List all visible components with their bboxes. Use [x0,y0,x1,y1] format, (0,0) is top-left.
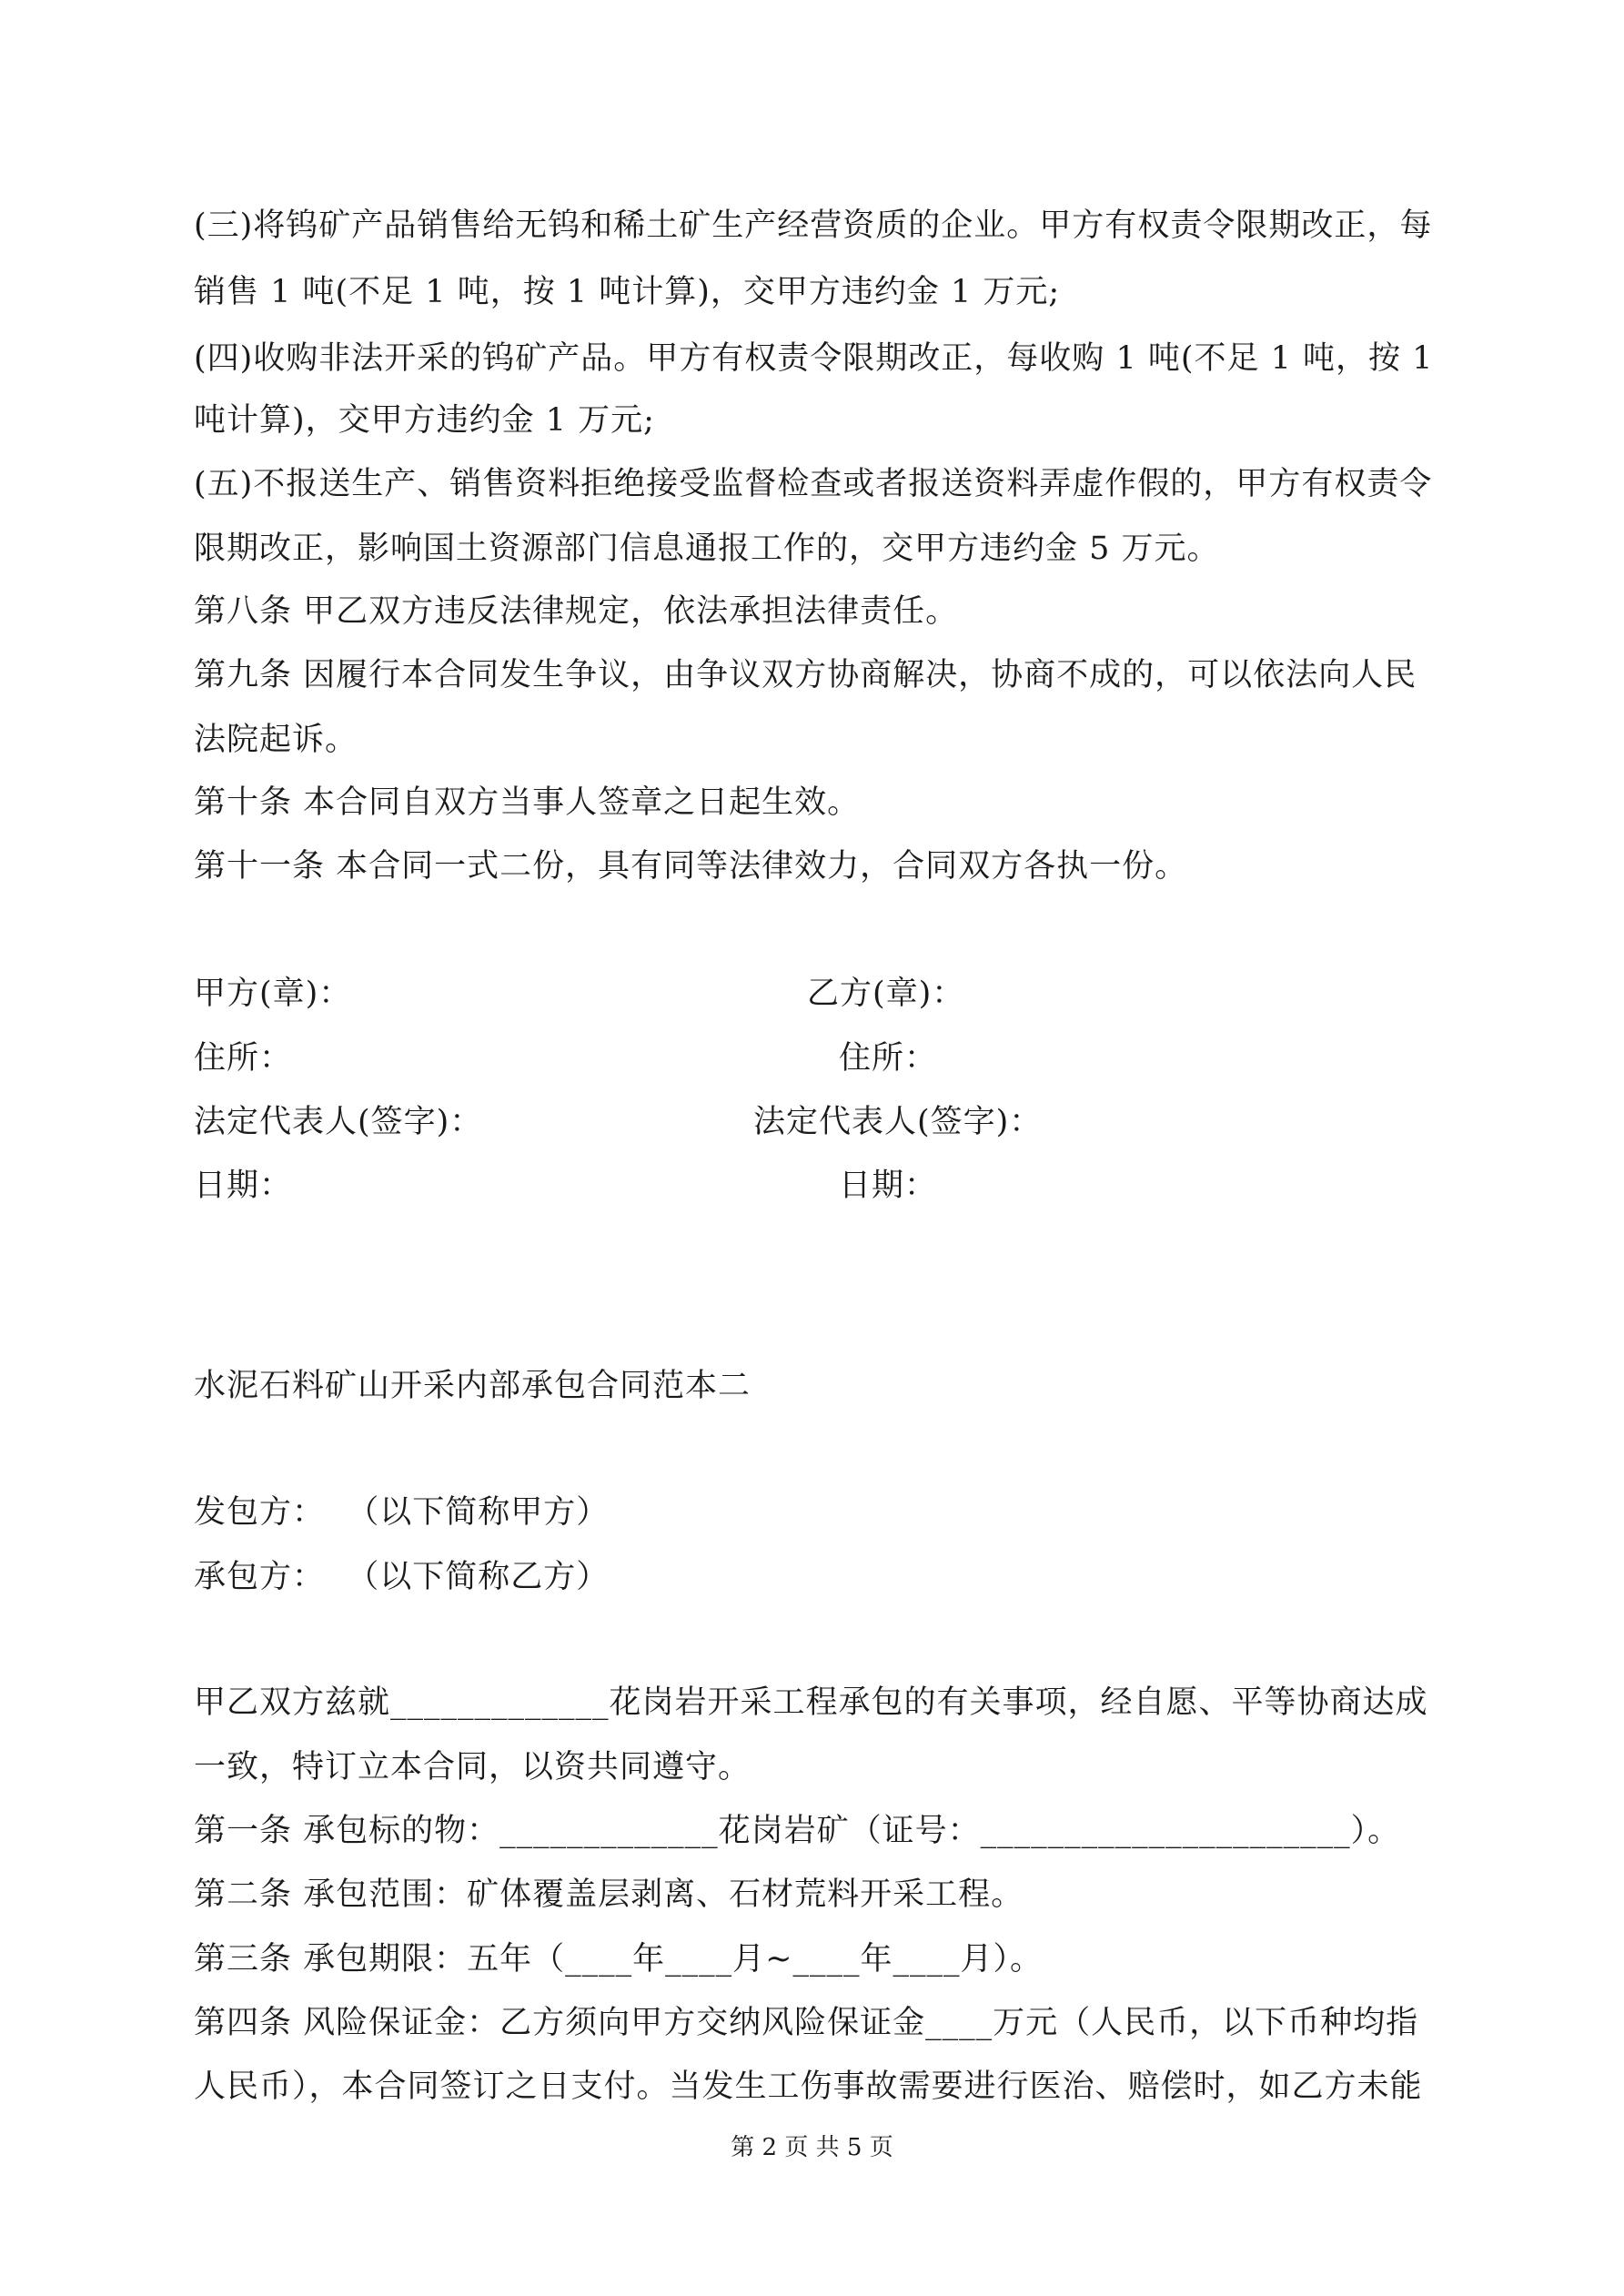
text-line: 第十条 本合同自双方当事人签章之日起生效。 [194,784,861,821]
text-line: 第三条 承包期限：五年（____年____月~____年____月）。 [194,1941,1043,1977]
party-b-seal: 乙方(章)： [807,976,965,1012]
text-line: 甲乙双方兹就_____________花岗岩开采工程承包的有关事项，经自愿、平等协商达成 [194,1684,1428,1721]
text-line: 第四条 风险保证金：乙方须向甲方交纳风险保证金____万元（人民币，以下币种均指 [194,2005,1419,2041]
text-line: 人民币），本合同签订之日支付。当发生工伤事故需要进行医治、赔偿时，如乙方未能 [194,2068,1423,2105]
text-line: 第十一条 本合同一式二份，具有同等法律效力，合同双方各执一份。 [194,848,1188,885]
text-line: 限期改正，影响国土资源部门信息通报工作的，交甲方违约金 5 万元。 [194,531,1220,567]
text-line: 第一条 承包标的物：_____________花岗岩矿（证号：______________________）。 [194,1813,1401,1849]
party-line: 承包方： （以下简称乙方） [194,1559,610,1595]
page-footer: 第 2 页 共 5 页 [731,2134,893,2161]
party-a-address: 住所： [194,1040,293,1077]
text-line: (四)收购非法开采的钨矿产品。甲方有权责令限期改正，每收购 1 吨(不足 1 吨，按 1 [194,340,1434,377]
party-b-date: 日期： [839,1168,938,1204]
party-a-date: 日期： [194,1168,293,1204]
party-a-representative: 法定代表人(签字)： [194,1104,483,1140]
text-line: 第八条 甲乙双方违反法律规定，依法承担法律责任。 [194,593,959,630]
text-line: (三)将钨矿产品销售给无钨和稀土矿生产经营资质的企业。甲方有权责令限期改正，每 [194,207,1433,244]
text-line: 吨计算)，交甲方违约金 1 万元; [194,402,655,439]
text-line: 一致，特订立本合同，以资共同遵守。 [194,1749,751,1785]
party-b-representative: 法定代表人(签字)： [753,1104,1043,1140]
party-a-seal: 甲方(章)： [194,976,352,1012]
party-b-address: 住所： [839,1040,938,1077]
text-line: 第九条 因履行本合同发生争议，由争议双方协商解决，协商不成的，可以依法向人民 [194,657,1417,693]
text-line: 法院起诉。 [194,722,358,758]
party-line: 发包方： （以下简称甲方） [194,1494,610,1531]
section-title: 水泥石料矿山开采内部承包合同范本二 [194,1368,751,1404]
text-line: (五)不报送生产、销售资料拒绝接受监督检查或者报送资料弄虚作假的，甲方有权责令 [194,466,1433,502]
text-line: 第二条 承包范围：矿体覆盖层剥离、石材荒料开采工程。 [194,1876,1024,1913]
text-line: 销售 1 吨(不足 1 吨，按 1 吨计算)，交甲方违约金 1 万元; [194,274,1061,310]
